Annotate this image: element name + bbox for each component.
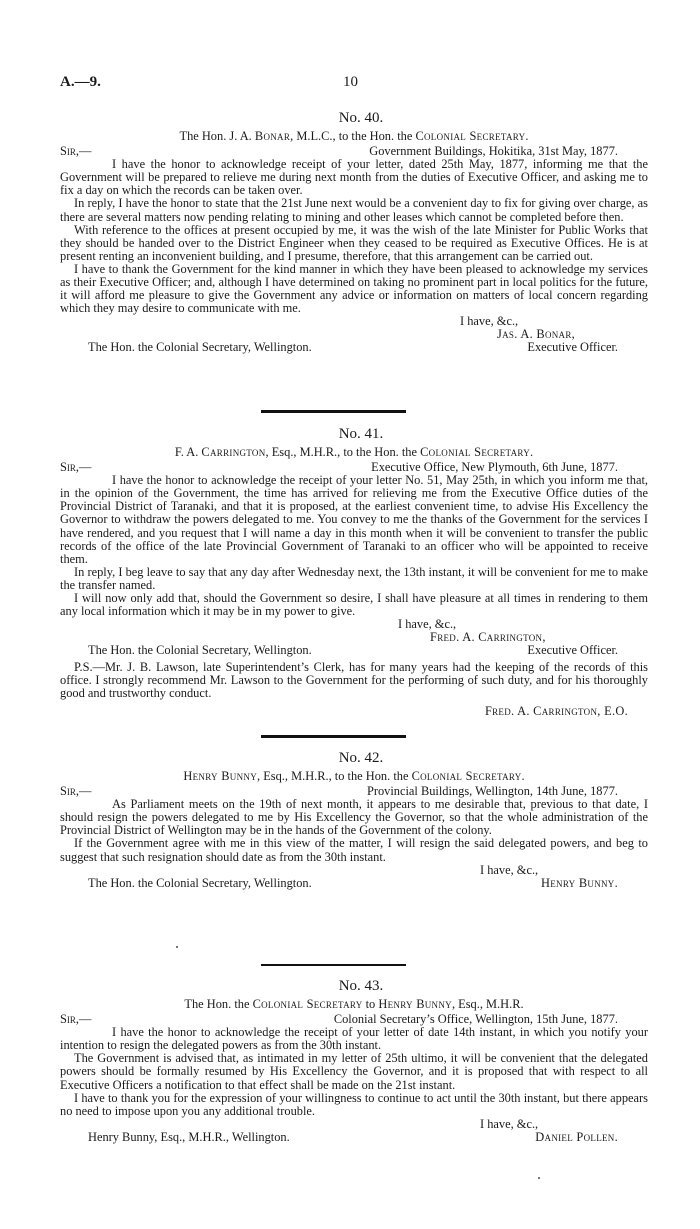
addressee-line (60, 1131, 648, 1145)
sender-address: Executive Office, New Plymouth, 6th June, 1877. (371, 460, 618, 475)
letter-title: The Hon. the Colonial Secretary to Henry Bunny, Esq., M.H.R. (184, 997, 524, 1012)
print-mark (538, 1177, 540, 1179)
addressee: The Hon. the Colonial Secretary, Wellington. (88, 643, 312, 658)
addressee-line (60, 341, 648, 355)
office-title: Executive Officer. (527, 340, 618, 355)
letter-title: Henry Bunny, Esq., M.H.R., to the Hon. the Colonial Secretary. (183, 769, 525, 784)
paragraph: The Government is advised that, as intimated in my letter of 25th ultimo, it will be convenient that the delegated powers should be formally resumed by His Excellency the Governor, and it is proposed that with respect to all Executive Officers a notification to that effect shall be made on the 21st instant. (60, 1051, 648, 1092)
addressee: Henry Bunny, Esq., M.H.R., Wellington. (88, 1129, 290, 1144)
page-number: 10 (343, 74, 358, 90)
paragraph: I have the honor to acknowledge the receipt of your letter of date 14th instant, in which you notify your intention to resign the delegated powers as from the 30th instant. (60, 1025, 648, 1053)
salutation: Sir,— (60, 784, 92, 799)
postscript: P.S.—Mr. J. B. Lawson, late Superintendent’s Clerk, has for many years had the keeping of the records of this office. I strongly recommend Mr. Lawson to the Government for the performing of such duty, and for his thoroughly good and trustworthy conduct. (60, 660, 648, 701)
addressee-line (60, 644, 648, 658)
letter-42 (60, 752, 648, 891)
salutation: Sir,— (60, 144, 92, 159)
postscript-signature: Fred. A. Carrington, E.O. (484, 703, 628, 718)
paragraph: As Parliament meets on the 19th of next month, it appears to me desirable that, previous to that date, I should resign the powers delegated to me by His Excellency the Governor, so that the whole administration of the Provincial District of Wellington may be in the hands of the Government of the colony. (60, 797, 648, 838)
letter-number: No. 42. (338, 750, 384, 766)
paragraph: I have the honor to acknowledge receipt of your letter, dated 25th May, 1877, informing me that the Government will be prepared to relieve me during next month from the duties of Executive Officer, and asking me to fix a day on which the records can be taken over. (60, 157, 648, 198)
letter-number: No. 40. (338, 110, 384, 126)
sender-address: Government Buildings, Hokitika, 31st May, 1877. (369, 144, 618, 159)
salutation-line (60, 1013, 648, 1026)
addressee-line (60, 877, 648, 891)
print-mark (176, 946, 178, 948)
paragraph: I have to thank you for the expression of your willingness to continue to act until the 30th instant, but there appears no need to impose upon you any additional trouble. (60, 1090, 648, 1118)
sender-address: Colonial Secretary’s Office, Wellington, 15th June, 1877. (333, 1012, 618, 1027)
salutation: Sir,— (60, 1012, 92, 1027)
paper-reference: A.—9. (60, 74, 101, 90)
letter-43 (60, 980, 648, 1145)
sender-address: Provincial Buildings, Wellington, 14th June, 1877. (366, 784, 618, 799)
section-divider (261, 735, 406, 738)
signature: Daniel Pollen. (535, 1129, 618, 1144)
closing-line: I have, &c., (398, 617, 457, 632)
office-title: Executive Officer. (527, 643, 618, 658)
signature: Jas. A. Bonar, (497, 327, 576, 342)
closing-line: I have, &c., (480, 862, 539, 877)
paragraph: In reply, I have the honor to state that the 21st June next would be a convenient day to fix for giving over charge, as there are several matters now pending relating to mining and other leases which cannot be completed before then. (60, 196, 648, 224)
salutation-line (60, 461, 648, 474)
closing-line: I have, &c., (480, 1116, 539, 1131)
letter-title: The Hon. J. A. Bonar, M.L.C., to the Hon. the Colonial Secretary. (179, 129, 529, 144)
paragraph: If the Government agree with me in this view of the matter, I will resign the said delegated powers, and beg to suggest that such resignation should date as from the 30th instant. (60, 836, 648, 864)
addressee: The Hon. the Colonial Secretary, Wellington. (88, 340, 312, 355)
section-divider (261, 410, 406, 413)
section-divider (261, 964, 406, 966)
paragraph: I will now only add that, should the Government so desire, I shall have pleasure at all times in rendering to them any local information which it may be in my power to give. (60, 591, 648, 619)
paragraph: In reply, I beg leave to say that any day after Wednesday next, the 13th instant, it will be convenient for me to make the transfer named. (60, 564, 648, 592)
paragraph: I have to thank the Government for the kind manner in which they have been pleased to acknowledge my services as their Executive Officer; and, although I have determined on taking no prominent part in local politics for the future, it will afford me pleasure to give the Government any advice or information on matters of local concern regarding which they may desire to communicate with me. (60, 261, 648, 316)
page-header (60, 76, 648, 96)
signature: Henry Bunny. (540, 875, 618, 890)
signature: Fred. A. Carrington, (430, 630, 546, 645)
document-page (60, 0, 648, 1229)
paragraph: With reference to the offices at present occupied by me, it was the wish of the late Minister for Public Works that they should be handed over to the District Engineer when they ceased to be required as Executive Offices. He is at present renting an inconvenient building, and I presume, therefore, that this arrangement can be carried out. (60, 222, 648, 263)
addressee: The Hon. the Colonial Secretary, Wellington. (88, 875, 312, 890)
paragraph: I have the honor to acknowledge the receipt of your letter No. 51, May 25th, in which you inform me that, in the opinion of the Government, the time has arrived for relieving me from the Executive Office duties of the Provincial District of Taranaki, and that it is proposed, at the earliest convenient time, to advise His Excellency the Governor to withdraw the powers delegated to me. You convey to me the thanks of the Government for the services I have rendered, and you request that I will name a day in this month when it will be convenient to transfer the public records of the office of the late Provincial Government of Taranaki to an officer who will be appointed to receive them. (60, 473, 648, 566)
letter-40 (60, 112, 648, 355)
letter-number: No. 41. (338, 426, 384, 442)
salutation-line (60, 785, 648, 798)
letter-41 (60, 428, 648, 718)
salutation: Sir,— (60, 460, 92, 475)
letter-number: No. 43. (338, 978, 384, 994)
closing-line: I have, &c., (460, 314, 519, 329)
salutation-line (60, 145, 648, 158)
letter-title: F. A. Carrington, Esq., M.H.R., to the Hon. the Colonial Secretary. (174, 445, 534, 460)
